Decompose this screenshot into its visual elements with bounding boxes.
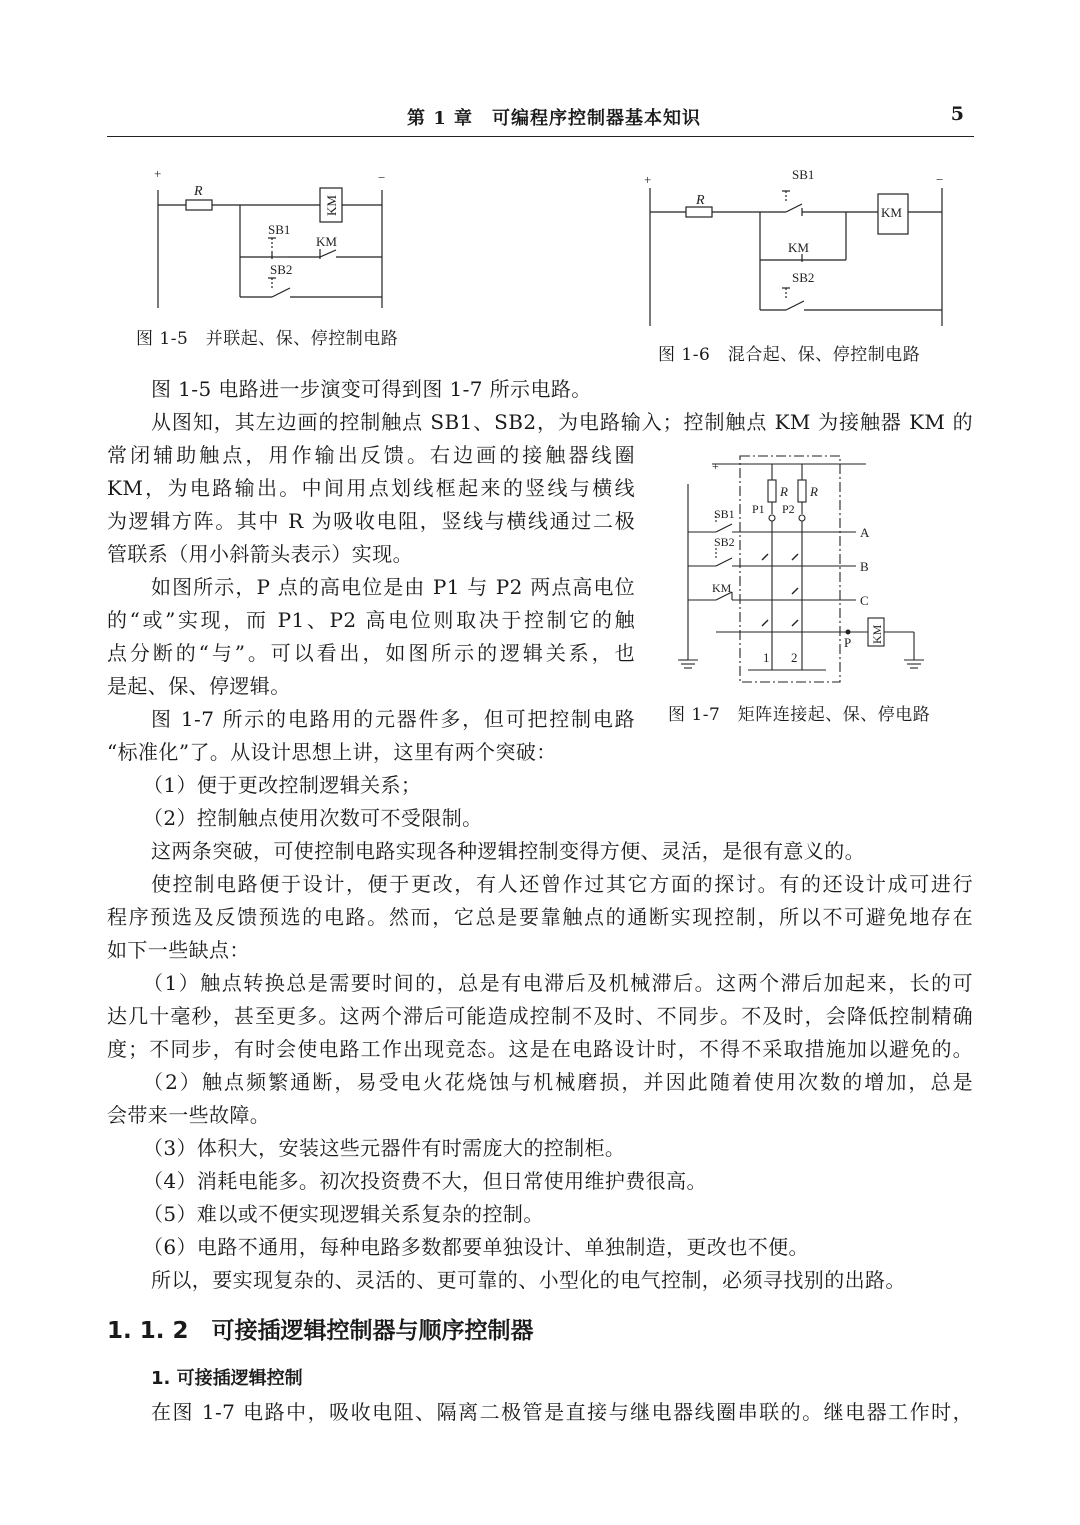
text-line: 度；不同步，有时会使电路工作出现竞态。这是在电路设计时，不得不采取措施加以避免的。 — [107, 1037, 973, 1061]
text-line: （5）难以或不便实现逻辑关系复杂的控制。 — [143, 1202, 544, 1226]
minus-label: − — [378, 170, 386, 185]
text-line: 为逻辑方阵。其中 R 为吸收电阻，竖线与横线通过二极 — [107, 509, 635, 533]
row-c-label: C — [860, 593, 869, 608]
row-b-label: B — [860, 559, 869, 574]
chapter-title: 第 1 章 可编程序控制器基本知识 — [407, 108, 702, 129]
column-2-label: 2 — [791, 650, 798, 665]
text-line: （4）消耗电能多。初次投资费不大，但日常使用维护费很高。 — [143, 1169, 707, 1193]
section-heading: 1. 1. 2 可接插逻辑控制器与顺序控制器 — [107, 1318, 534, 1344]
sb1-label: SB1 — [714, 507, 735, 521]
resistor2-label: R — [810, 484, 818, 499]
sb2-label: SB2 — [792, 270, 815, 285]
column-1-label: 1 — [763, 650, 770, 665]
text-line: 的“或”实现，而 P1、P2 高电位则取决于控制它的触 — [107, 608, 635, 632]
p2-label: P2 — [782, 502, 795, 516]
text-line: 图 1-5 电路进一步演变可得到图 1-7 所示电路。 — [151, 377, 592, 401]
text-line: KM，为电路输出。中间用点划线框起来的竖线与横线 — [107, 476, 635, 500]
text-line: 所以，要实现复杂的、灵活的、更可靠的、小型化的电气控制，必须寻找别的出路。 — [151, 1268, 906, 1292]
text-line: （2）触点频繁通断，易受电火花烧蚀与机械磨损，并因此随着使用次数的增加，总是 — [143, 1070, 973, 1094]
sb1-label: SB1 — [268, 222, 291, 237]
km-coil-label: KM — [324, 195, 339, 216]
text-line: 达几十毫秒，甚至更多。这两个滞后可能造成控制不及时、不同步。不及时，会降低控制精确 — [107, 1004, 973, 1028]
figure-1-5 — [140, 160, 400, 310]
plus-label: + — [154, 166, 162, 181]
text-line: 会带来一些故障。 — [107, 1103, 271, 1127]
plus-label: + — [644, 172, 652, 187]
figure-1-6 — [640, 164, 950, 330]
node-p-label: P — [844, 635, 852, 650]
text-line: 管联系（用小斜箭头表示）实现。 — [107, 542, 413, 566]
text-line: 点分断的“与”。可以看出，如图所示的逻辑关系，也 — [107, 641, 635, 665]
resistor-label: R — [194, 184, 203, 199]
minus-label: − — [936, 172, 944, 187]
text-line: 图 1-7 所示的电路用的元器件多，但可把控制电路 — [151, 707, 635, 731]
text-line: 这两条突破，可使控制电路实现各种逻辑控制变得方便、灵活，是很有意义的。 — [151, 839, 865, 863]
text-line: （1）触点转换总是需要时间的，总是有电滞后及机械滞后。这两个滞后加起来，长的可 — [143, 971, 973, 995]
text-line: （1）便于更改控制逻辑关系； — [143, 773, 422, 797]
text-line: 如下一些缺点： — [107, 938, 250, 962]
p1-label: P1 — [752, 502, 765, 516]
text-line: （3）体积大，安装这些元器件有时需庞大的控制柜。 — [143, 1136, 626, 1160]
km-coil-label: KM — [881, 205, 902, 220]
text-line: 从图知，其左边画的控制触点 SB1、SB2，为电路输入；控制触点 KM 为接触器 KM 的 — [151, 410, 973, 434]
page-number: 5 — [950, 103, 964, 125]
text-line: 是起、保、停逻辑。 — [107, 674, 291, 698]
text-line: （2）控制触点使用次数可不受限制。 — [143, 806, 483, 830]
text-line: 使控制电路便于设计，便于更改，有人还曾作过其它方面的探讨。有的还设计成可进行 — [151, 872, 973, 896]
subsection-heading: 1. 可接插逻辑控制 — [151, 1368, 303, 1389]
km-contact-label: KM — [712, 581, 732, 595]
resistor-label: R — [696, 193, 705, 208]
text-line: 常闭辅助触点，用作输出反馈。右边画的接触器线圈 — [107, 443, 635, 467]
text-line: （6）电路不通用，每种电路多数都要单独设计、单独制造，更改也不便。 — [143, 1235, 809, 1259]
sb2-label: SB2 — [714, 535, 735, 549]
figure-1-6-caption: 图 1-6 混合起、保、停控制电路 — [658, 345, 921, 365]
figure-1-7-caption: 图 1-7 矩阵连接起、保、停电路 — [668, 705, 931, 725]
km-contact-label: KM — [788, 240, 809, 255]
text-line: 如图所示，P 点的高电位是由 P1 与 P2 两点高电位 — [151, 575, 635, 599]
text-line: 在图 1-7 电路中，吸收电阻、隔离二极管是直接与继电器线圈串联的。继电器工作时， — [151, 1400, 973, 1424]
plus-label: + — [712, 459, 719, 473]
resistor1-label: R — [780, 484, 788, 499]
sb1-label: SB1 — [792, 167, 815, 182]
sb2-label: SB2 — [270, 262, 293, 277]
row-a-label: A — [860, 525, 870, 540]
running-header — [107, 100, 974, 137]
figure-1-7 — [676, 448, 946, 690]
km-coil-label: KM — [870, 624, 884, 644]
km-contact-label: KM — [316, 234, 337, 249]
figure-1-5-caption: 图 1-5 并联起、保、停控制电路 — [136, 329, 399, 349]
text-line: “标准化”了。从设计思想上讲，这里有两个突破： — [107, 740, 557, 764]
text-line: 程序预选及反馈预选的电路。然而，它总是要靠触点的通断实现控制，所以不可避免地存在 — [107, 905, 973, 929]
